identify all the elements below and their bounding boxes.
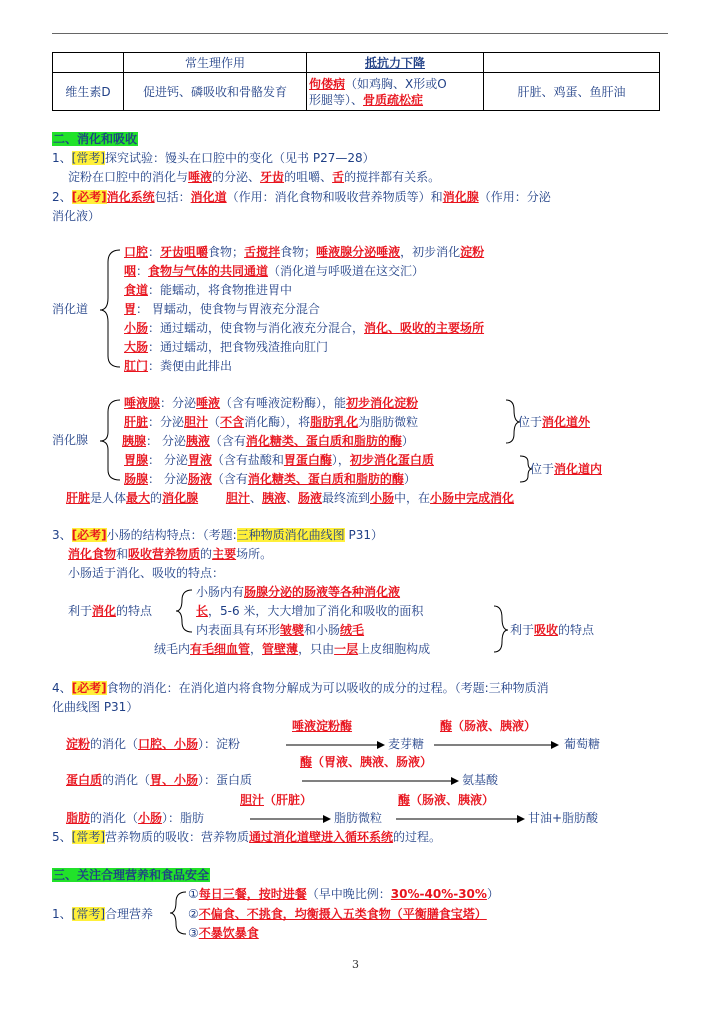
brace-absorb xyxy=(494,606,508,652)
absorb-feature-label: 利于吸收的特点 xyxy=(510,623,595,637)
page-number: 3 xyxy=(352,958,359,971)
list-item: ②不偏食、不挑食，均衡摄入五类食物（平衡膳食宝塔） xyxy=(188,907,487,921)
paragraph-3c: 小肠适于消化、吸收的特点： xyxy=(68,566,225,580)
list-item: 食道：能蠕动，将食物推进胃中 xyxy=(124,283,293,297)
paragraph-1: 1、[常考]探究试验：馒头在口腔中的变化（见书 P27—28） xyxy=(52,151,375,165)
enzyme-label: 酶（肠液、胰液） xyxy=(398,793,495,807)
product-label: 脂肪微粒 xyxy=(334,811,383,825)
brace-glands xyxy=(100,400,120,480)
list-item: 肝脏：分泌胆汁（不含消化酶），将脂肪乳化为脂肪微粒 xyxy=(124,415,419,429)
paragraph-s3-1: 1、[常考]合理营养 xyxy=(52,907,154,921)
fat-digestion: 脂肪的消化（小肠）：脂肪 xyxy=(66,811,205,825)
paragraph-2-cont: 消化液） xyxy=(52,209,101,223)
enzyme-label: 胆汁（肝脏） xyxy=(240,793,313,807)
paragraph-4: 4、[必考]食物的消化：在消化道内将食物分解成为可以吸收的成分的过程。（考题:三种物质消 xyxy=(52,681,549,695)
list-item: 小肠内有肠腺分泌的肠液等各种消化液 xyxy=(196,585,401,599)
gland-inside-note: 位于消化道内 xyxy=(530,462,603,476)
tract-label: 消化道 xyxy=(52,302,89,316)
product-label: 麦芽糖 xyxy=(388,737,425,751)
paragraph-2: 2、[必考]消化系统包括：消化道（作用：消化食物和吸收营养物质等）和消化腺（作用：分泌 xyxy=(52,190,551,204)
list-item: 口腔：牙齿咀嚼食物；舌搅拌食物；唾液腺分泌唾液，初步消化淀粉 xyxy=(124,245,485,259)
list-item: 大肠：通过蠕动，把食物残渣推向肛门 xyxy=(124,340,329,354)
brace-outside xyxy=(506,400,520,443)
list-item: 胰腺： 分泌胰液（含有消化糖类、蛋白质和脂肪的酶） xyxy=(122,434,414,448)
table-cell-name: 维生素D xyxy=(53,73,124,111)
starch-digestion: 淀粉的消化（口腔、小肠）：淀粉 xyxy=(66,737,241,751)
table-cell-food: 肝脏、鸡蛋、鱼肝油 xyxy=(484,73,660,111)
brace-inside xyxy=(520,456,532,482)
table-cell-deficit: 佝偻病（如鸡胸、X形或O 形腿等）、骨质疏松症 xyxy=(307,73,484,111)
list-item: 唾液腺：分泌唾液（含有唾液淀粉酶），能初步消化淀粉 xyxy=(124,396,419,410)
enzyme-label: 酶（肠液、胰液） xyxy=(440,719,537,733)
brace-nutrition xyxy=(170,892,186,934)
paragraph-3b: 消化食物和吸收营养物质的主要场所。 xyxy=(68,547,273,561)
list-item: 长，5-6 米，大大增加了消化和吸收的面积 xyxy=(196,604,424,618)
list-item: 胃： 胃蠕动，使食物与胃液充分混合 xyxy=(124,302,320,316)
brace-tract xyxy=(100,250,120,367)
section-title: 三、关注合理营养和食品安全 xyxy=(53,868,210,882)
paragraph-3: 3、[必考]小肠的结构特点：（考题:三种物质消化曲线图 P31） xyxy=(52,528,384,542)
digest-feature-label: 利于消化的特点 xyxy=(68,604,153,618)
product-label: 甘油+脂肪酸 xyxy=(528,811,599,825)
enzyme-label: 酶（胃液、胰液、肠液） xyxy=(300,755,433,769)
list-item: 肛门：粪便由此排出 xyxy=(124,359,233,373)
protein-digestion: 蛋白质的消化（胃、小肠）：蛋白质 xyxy=(66,773,253,787)
gland-label: 消化腺 xyxy=(52,433,89,447)
list-item: ③不暴饮暴食 xyxy=(188,926,259,940)
list-item: 小肠：通过蠕动，使食物与消化液充分混合，消化、吸收的主要场所 xyxy=(124,321,485,335)
list-item: 肠腺： 分泌肠液（含有消化糖类、蛋白质和脂肪的酶） xyxy=(124,472,416,486)
product-label: 葡萄糖 xyxy=(564,737,601,751)
list-item: ①每日三餐，按时进餐（早中晚比例：30%-40%-30%） xyxy=(188,887,499,901)
section-title: 二、消化和吸收 xyxy=(53,132,138,146)
enzyme-label: 唾液淀粉酶 xyxy=(292,719,353,733)
list-item: 胃腺： 分泌胃液（含有盐酸和胃蛋白酶），初步消化蛋白质 xyxy=(124,453,434,467)
paragraph-1b: 淀粉在口腔中的消化与唾液的分泌、牙齿的咀嚼、舌的搅拌都有关系。 xyxy=(68,170,441,184)
paragraph-5: 5、[常考]营养物质的吸收：营养物质通过消化道壁进入循环系统的过程。 xyxy=(52,830,442,844)
paragraph-4-cont: 化曲线图 P31） xyxy=(52,700,139,714)
table-cell-function: 促进钙、磷吸收和骨骼发育 xyxy=(124,73,307,111)
table-header-normal: 常生理作用 xyxy=(124,53,307,73)
gland-outside-note: 位于消化道外 xyxy=(518,415,591,429)
villi-line: 绒毛内有毛细血管，管壁薄，只由一层上皮细胞构成 xyxy=(154,642,431,656)
brace-digest xyxy=(176,590,192,632)
list-item: 内表面具有环形皱襞和小肠绒毛 xyxy=(196,623,365,637)
liver-line: 肝脏是人体最大的消化腺 胆汁、胰液、肠液最终流到小肠中，在小肠中完成消化 xyxy=(66,491,515,505)
table-header-deficit: 抵抗力下降 xyxy=(307,53,484,73)
product-label: 氨基酸 xyxy=(462,773,499,787)
list-item: 咽：食物与气体的共同通道（消化道与呼吸道在这交汇） xyxy=(124,264,425,278)
